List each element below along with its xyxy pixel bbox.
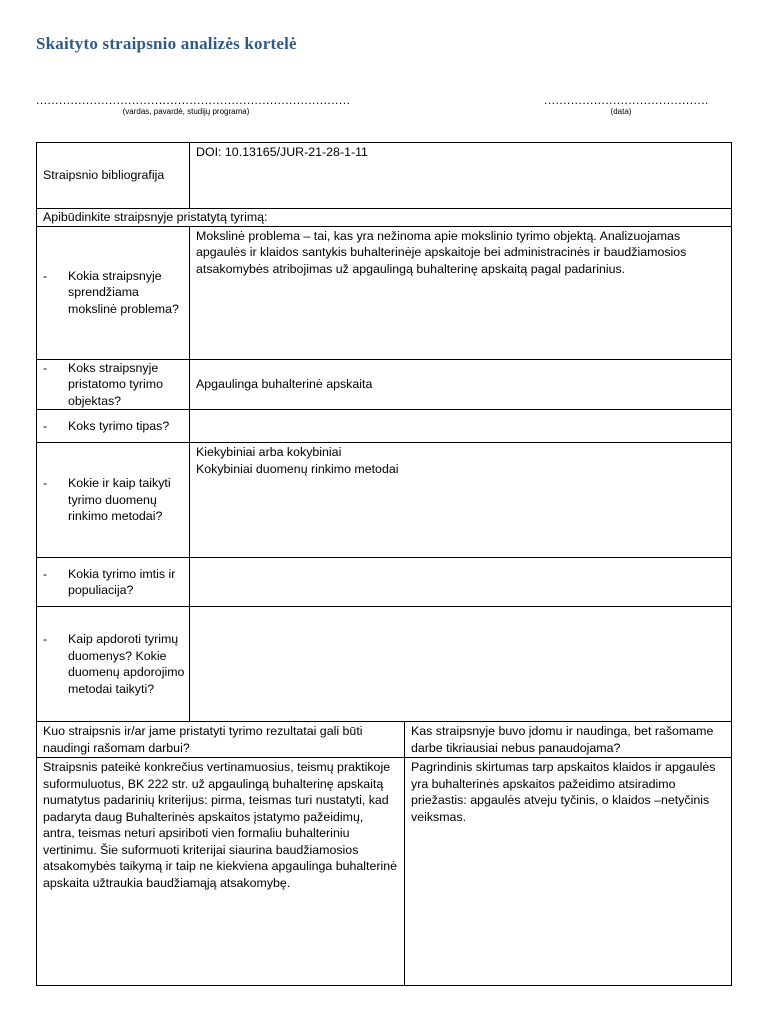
answer-cell[interactable] <box>190 443 732 558</box>
results-answer-cell[interactable] <box>37 758 405 986</box>
table-row <box>37 607 732 722</box>
table-row <box>37 758 732 986</box>
answer-cell[interactable] <box>190 410 732 443</box>
table-row <box>37 209 732 227</box>
bibliography-label-cell <box>37 143 190 209</box>
table-row <box>37 410 732 443</box>
table-row <box>37 359 732 410</box>
date-field-caption: (data) <box>610 107 632 116</box>
bibliography-label: Straipsnio bibliografija <box>43 168 165 183</box>
question-label: Kokia tyrimo imtis ir populiacija? <box>68 566 176 597</box>
answer-text: Mokslinė problema – tai, kas yra nežinoma apie mokslinio tyrimo objektą. Analizuojamas apgaulės ir klaidos santykis buhalterinėje apskaitoje bei administracinės ir baudžiamosios atsakomybės atribojimas už apgaulingą buhalterinę apskaitą pagal padarinius. <box>196 228 687 276</box>
answer-line: Kokybiniai duomenų rinkimo metodai <box>196 461 399 476</box>
results-answer: Straipsnis pateikė konkrečius vertinamuosius, teismų praktikoje suformuluotus, BK 222 str. už apgaulingą buhalterinę apskaitą numatytus padarinių kriterijus: pirma, teismas turi nustatyti, kad padaryta daug Buhalterinės apskaitos įstatymo pažeidimų, antra, teismas neturi apsiriboti vien formaliu buhalteriniu vertinimu. Šie suformuoti kriterijai siaurina baudžiamosios atsakomybės taikymą ir taip ne kiekviena apgaulinga buhalterinė apskaita užtraukia baudžiamąją atsakomybę. <box>43 760 398 890</box>
name-field-caption: (vardas, pavardė, studijų programa) <box>122 107 250 116</box>
interesting-answer-cell[interactable] <box>405 758 732 986</box>
question-label: Kokie ir kaip taikyti tyrimo duomenų rinkimo metodai? <box>68 476 171 524</box>
bibliography-value: DOI: 10.13165/JUR-21-28-1-11 <box>196 145 368 159</box>
table-row <box>37 143 732 209</box>
table-row <box>37 558 732 607</box>
question-cell <box>37 359 190 410</box>
results-question-cell <box>37 722 405 758</box>
answer-cell[interactable] <box>190 607 732 722</box>
results-question: Kuo straipsnis ir/ar jame pristatyti tyrimo rezultatai gali būti naudingi rašomam darbui? <box>43 724 363 755</box>
answer-cell[interactable] <box>190 359 732 410</box>
question-cell <box>37 558 190 607</box>
table-row <box>37 443 732 558</box>
bibliography-value-cell[interactable] <box>190 143 732 209</box>
question-cell <box>37 607 190 722</box>
bullet-dash: - <box>43 418 48 433</box>
table-row <box>37 226 732 359</box>
answer-text: Apgaulinga buhalterinė apskaita <box>196 377 373 391</box>
page-title: Skaityto straipsnio analizės kortelė <box>36 34 297 53</box>
question-label: Kokia straipsnyje sprendžiama mokslinė problema? <box>68 268 179 316</box>
answer-cell[interactable] <box>190 226 732 359</box>
question-label: Kaip apdoroti tyrimų duomenys? Kokie duomenų apdorojimo metodai taikyti? <box>68 632 185 696</box>
name-field-line[interactable]: .................................................................................. <box>36 93 351 107</box>
table-row <box>37 722 732 758</box>
answer-cell[interactable] <box>190 558 732 607</box>
bullet-dash: - <box>43 476 48 491</box>
question-label: Koks straipsnyje pristatomo tyrimo objektas? <box>68 360 164 408</box>
question-cell <box>37 443 190 558</box>
bullet-dash: - <box>43 268 48 283</box>
interesting-answer: Pagrindinis skirtumas tarp apskaitos klaidos ir apgaulės yra buhalterinės apskaitos pažeidimo atsiradimo priežastis: apgaulės atveju tyčinis, o klaidos –netyčinis veiksmas. <box>411 760 716 824</box>
question-cell <box>37 410 190 443</box>
bullet-dash: - <box>43 632 48 646</box>
section-heading: Apibūdinkite straipsnyje pristatytą tyrimą: <box>43 210 268 224</box>
section-heading-cell <box>37 209 732 227</box>
answer-line: Kiekybiniai arba kokybiniai <box>196 445 342 459</box>
bullet-dash: - <box>43 360 48 375</box>
question-label: Koks tyrimo tipas? <box>68 418 170 433</box>
bullet-dash: - <box>43 566 48 581</box>
interesting-question: Kas straipsnyje buvo įdomu ir naudinga, bet rašomame darbe tikriausiai nebus panaudojama? <box>411 724 714 755</box>
analysis-table <box>36 142 732 986</box>
date-field-line[interactable]: ........................................... <box>544 93 709 107</box>
question-cell <box>37 226 190 359</box>
interesting-question-cell <box>405 722 732 758</box>
